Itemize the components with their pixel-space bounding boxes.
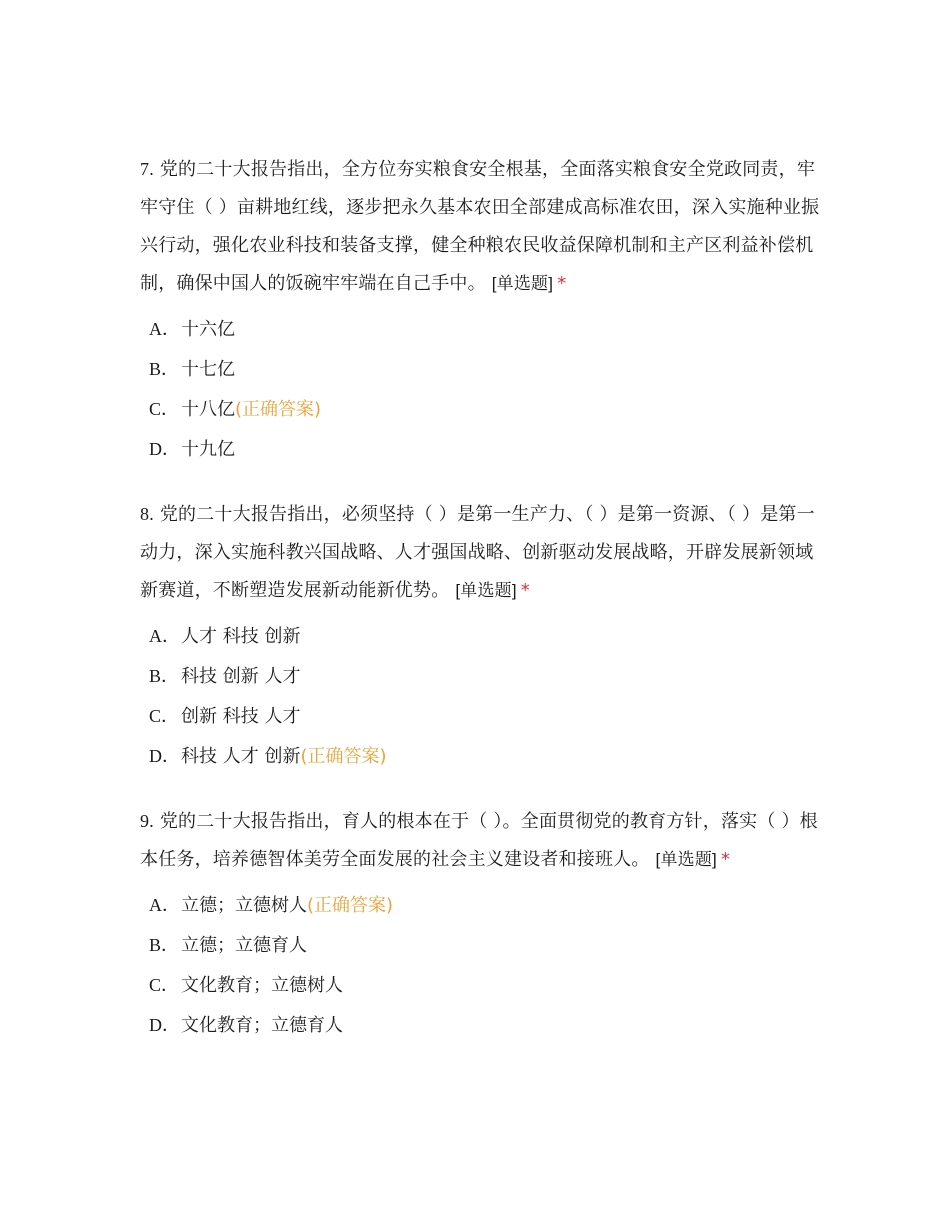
option-letter: A． <box>149 319 180 339</box>
question-number: 9. <box>140 811 154 831</box>
required-asterisk: * <box>520 580 530 601</box>
option-letter: D． <box>149 746 180 766</box>
option-letter: C． <box>149 706 180 726</box>
option-letter: D． <box>149 1015 180 1035</box>
option-text: 立德；立德育人 <box>181 935 307 956</box>
question-text: 党的二十大报告指出，全方位夯实粮食安全根基，全面落实粮食安全党政同责，牢牢守住（ ）亩耕地红线，逐步把永久基本农田全部建成高标准农田，深入实施种业振兴行动，强化农业科技和装备支撑，健全种粮农民收益保障机制和主产区利益补偿机制，确保中国人的饭碗牢牢端在自己手中。 <box>140 159 820 294</box>
option-b[interactable] <box>149 349 820 389</box>
question-stem <box>140 495 820 610</box>
option-letter: B． <box>149 935 180 955</box>
option-text: 科技 人才 创新 <box>181 746 301 767</box>
option-c[interactable] <box>149 389 820 429</box>
question-9 <box>140 802 820 1045</box>
question-number: 7. <box>140 159 154 179</box>
correct-answer-label: (正确答案) <box>307 895 394 916</box>
question-stem <box>140 802 820 879</box>
option-d[interactable] <box>149 429 820 469</box>
option-letter: C． <box>149 399 180 419</box>
option-text: 立德；立德树人 <box>181 895 307 916</box>
option-a[interactable] <box>149 309 820 349</box>
question-7 <box>140 150 820 469</box>
option-text: 十七亿 <box>181 359 235 380</box>
option-list <box>140 885 820 1045</box>
option-text: 创新 科技 人才 <box>181 706 301 727</box>
option-letter: A． <box>149 895 180 915</box>
option-text: 十九亿 <box>181 439 235 460</box>
option-a[interactable] <box>149 616 820 656</box>
option-text: 十六亿 <box>181 319 235 340</box>
option-b[interactable] <box>149 656 820 696</box>
question-8 <box>140 495 820 776</box>
option-text: 文化教育；立德树人 <box>181 975 343 996</box>
question-text: 党的二十大报告指出，必须坚持（ ）是第一生产力、（ ）是第一资源、（ ）是第一动力，深入实施科教兴国战略、人才强国战略、创新驱动发展战略，开辟发展新领域新赛道，不断塑造发展新动能新优势。 <box>140 504 815 601</box>
option-text: 人才 科技 创新 <box>181 626 301 647</box>
option-letter: B． <box>149 359 180 379</box>
option-d[interactable] <box>149 736 820 776</box>
option-list <box>140 616 820 776</box>
question-type-label: [单选题] <box>491 274 554 293</box>
required-asterisk: * <box>557 273 567 294</box>
option-d[interactable] <box>149 1005 820 1045</box>
option-b[interactable] <box>149 925 820 965</box>
option-text: 文化教育；立德育人 <box>181 1015 343 1036</box>
required-asterisk: * <box>720 849 731 870</box>
option-c[interactable] <box>149 696 820 736</box>
option-letter: B． <box>149 666 180 686</box>
option-a[interactable] <box>149 885 820 925</box>
option-letter: A． <box>149 626 180 646</box>
question-type-label: [单选题] <box>455 581 517 600</box>
option-text: 十八亿 <box>181 399 235 420</box>
question-stem <box>140 150 820 303</box>
option-text: 科技 创新 人才 <box>181 666 301 687</box>
option-list <box>140 309 820 469</box>
option-letter: C． <box>149 975 180 995</box>
question-list <box>140 150 820 1071</box>
option-letter: D． <box>149 439 180 459</box>
option-c[interactable] <box>149 965 820 1005</box>
correct-answer-label: (正确答案) <box>235 399 322 420</box>
correct-answer-label: (正确答案) <box>300 746 387 767</box>
question-type-label: [单选题] <box>655 850 717 869</box>
question-text: 党的二十大报告指出，育人的根本在于（ ）。全面贯彻党的教育方针，落实（ ）根本任务，培养德智体美劳全面发展的社会主义建设者和接班人。 <box>140 811 818 870</box>
question-number: 8. <box>140 504 154 524</box>
